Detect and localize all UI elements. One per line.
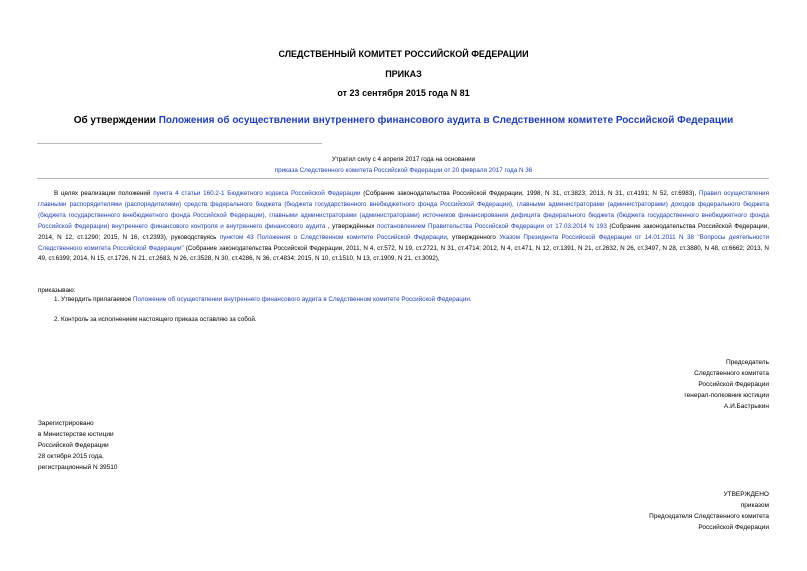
approval-line: Председателя Следственного комитета [649, 513, 769, 520]
approved-regulation-link[interactable]: Положение об осуществлении внутреннего финансового аудита в Следственном комитете Российской Федерации [132, 296, 470, 303]
divider-short [37, 143, 322, 144]
signature-block [469, 357, 769, 412]
divider-long [37, 178, 769, 179]
order-item-1 [54, 295, 769, 306]
preamble-text: , утверждённых [325, 222, 377, 230]
preamble-text: (Собрание законодательства Российской Федерации, 1998, N 31, ст.3823; 2013, N 31, ст.4191; N 52, ст.6983), [360, 190, 699, 197]
document-type: ПРИКАЗ [385, 69, 422, 79]
status-note [0, 154, 807, 176]
government-resolution-link[interactable]: постановлением Правительства Российской Федерации от 17.03.2014 N 193 [376, 222, 607, 230]
signature-name: А.И.Бастрыкин [723, 403, 769, 410]
signature-line: генерал-полковник юстиции [684, 392, 769, 399]
repeal-order-link[interactable]: приказа Следственного комитета Российской Федерации от 20 февраля 2017 года N 36 [274, 167, 533, 174]
rules-link[interactable]: Правил осуществления главными распорядителями (распорядителями) средств федерального бюджета (бюджета государственного внебюджетного фонда Российской Федерации), главными администраторами (администраторами) доходов федерального бюджета (бюджета государственного внебюджетного фонда Российской Федерации), главными администраторами (администраторами) источников финансирования дефицита федерального бюджета (бюджета государственного внебюджетного фонда Российской Федерации) внутреннего финансового контроля и внутреннего финансового аудита [38, 190, 769, 230]
registration-block [38, 418, 288, 473]
registration-line: регистрационный N 39510 [38, 464, 118, 471]
budget-code-link[interactable]: пункта 4 статьи 160.2-1 Бюджетного кодекса Российской Федерации [153, 190, 361, 197]
preamble-text: , утвержденного [446, 233, 500, 241]
signature-line: Следственного комитета [694, 370, 769, 377]
order-intro: приказываю: [38, 287, 76, 294]
preamble-text: (Собрание законодательства Российской Федерации, 2011, N 4, ст.572, N 19, ст.2721, N 31, ст.4714; 2012, N 4, ст.471, N 12, ст.1391, N 21, ст.2632, N 26, ст.3497, N 28, ст.3880, N 48, ст.6662; 2013, N 49, ст.6399; 2014, N 15, ст.1726, N 21, ст.2683, N 26, ст.3528, N 30, ст.4286, N 36, ст.4834; 2015, N 10, ст.1510, N 13, ст.1909, N 21, ст.3092), [38, 244, 769, 263]
approval-line: Российской Федерации [698, 524, 769, 531]
preamble-text: (Собрание законодательства Российской Федерации, 2014, N 12, ст.1290; 2015, N 16, ст.2393), руководствуясь [38, 222, 770, 241]
order-item-text: . [469, 296, 472, 303]
title-prefix: Об утверждении [73, 115, 159, 126]
order-item-text: 1. Утвердить прилагаемое [54, 296, 133, 303]
document-date-number: от 23 сентября 2015 года N 81 [337, 88, 470, 98]
registration-line: 28 октября 2015 года, [38, 453, 104, 460]
approval-block [469, 489, 769, 533]
preamble-paragraph [38, 189, 769, 265]
registration-line: Зарегистрировано [38, 420, 94, 427]
document-title [0, 115, 807, 126]
approval-line: приказом [740, 502, 769, 509]
status-line: Утратил силу с 4 апреля 2017 года на основании [331, 156, 476, 163]
registration-line: в Министерстве юстиции [38, 431, 114, 438]
registration-line: Российской Федерации [38, 442, 109, 449]
signature-line: Председатель [725, 359, 769, 366]
presidential-decree-link[interactable]: Указом Президента Российской Федерации от 14.01.2011 N 38 "Вопросы деятельности Следственного комитета Российской Федерации" [38, 233, 769, 252]
approval-line: УТВЕРЖДЕНО [723, 491, 769, 498]
title-regulation-link[interactable]: Положения об осуществлении внутреннего финансового аудита в Следственном комитете Российской Федерации [158, 115, 734, 126]
preamble-text: В целях реализации положений [54, 190, 154, 197]
organization-heading: СЛЕДСТВЕННЫЙ КОМИТЕТ РОССИЙСКОЙ ФЕДЕРАЦИИ [278, 49, 529, 59]
order-item-2: 2. Контроль за исполнением настоящего приказа оставляю за собой. [54, 316, 257, 323]
regulation-point-link[interactable]: пунктом 43 Положения о Следственном комитете Российской Федерации [219, 233, 447, 241]
signature-line: Российской Федерации [698, 381, 769, 388]
